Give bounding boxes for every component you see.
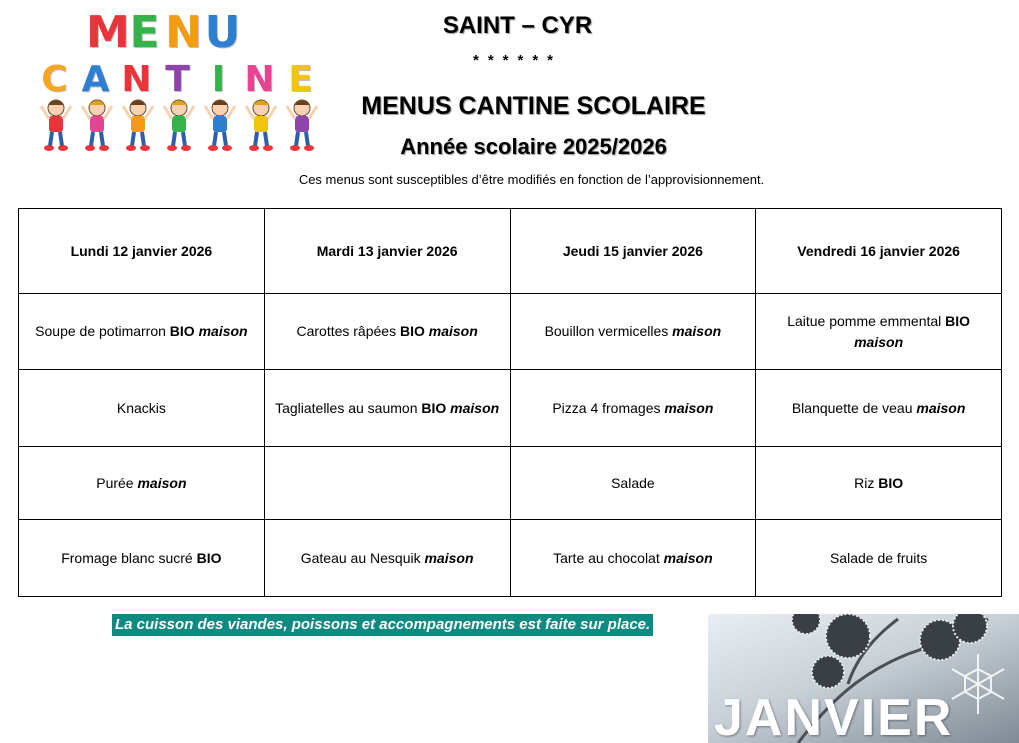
menu-cell [510, 520, 756, 597]
dish-name: Salade [611, 474, 655, 491]
cantine-letter: I [211, 59, 226, 100]
menu-cell [264, 294, 510, 370]
table-row [19, 370, 1002, 447]
maison-tag: maison [916, 399, 966, 416]
dish-name: Riz [854, 474, 879, 491]
bio-tag: BIO [169, 323, 195, 339]
bio-tag: BIO [945, 312, 971, 329]
menu-cell [510, 370, 756, 447]
cantine-letter: T [165, 59, 190, 100]
school-year: Année scolaire 2025/2026 [400, 134, 667, 159]
dish-name: Pizza 4 fromages [552, 399, 665, 416]
table-row [19, 520, 1002, 597]
table-row [19, 294, 1002, 370]
menu-cell [756, 370, 1002, 447]
table-row [19, 447, 1002, 520]
dish-name: Tagliatelles au saumon [275, 399, 422, 416]
bio-tag: BIO [878, 474, 904, 491]
menu-letter: E [129, 7, 160, 58]
cantine-letter: A [81, 59, 110, 100]
day-header: Jeudi 15 janvier 2026 [510, 209, 756, 294]
cantine-letter: E [288, 59, 313, 100]
dish-name: Knackis [116, 399, 166, 416]
menu-letter: N [165, 7, 202, 58]
dish-name: Gateau au Nesquik [300, 549, 425, 566]
dish-name: Soupe de potimarron [35, 323, 170, 339]
menu-cell [19, 520, 265, 597]
table-header-row [19, 209, 1002, 294]
dish-name: Laitue pomme emmental [787, 312, 946, 329]
january-label: JANVIER [714, 689, 954, 743]
stars-divider: ****** [472, 52, 563, 69]
maison-tag: maison [450, 399, 500, 416]
cantine-letter: C [41, 59, 68, 100]
maison-tag: maison [854, 333, 904, 350]
dish-name: Carottes râpées [296, 323, 400, 339]
site-name: SAINT – CYR [442, 12, 593, 39]
page-title: MENUS CANTINE SCOLAIRE [361, 92, 706, 120]
cantine-letter: N [244, 59, 275, 100]
menu-letter: M [86, 7, 130, 58]
menu-cell [264, 370, 510, 447]
maison-tag: maison [137, 474, 187, 491]
maison-tag: maison [424, 549, 474, 566]
menu-cell [264, 447, 510, 520]
menu-cell [19, 294, 265, 370]
dish-name: Tarte au chocolat [553, 549, 664, 566]
cooking-note: La cuisson des viandes, poissons et accompagnements est faite sur place. [112, 614, 653, 636]
menu-cell [19, 370, 265, 447]
menu-table [18, 208, 1002, 597]
maison-tag: maison [198, 323, 248, 339]
dish-name: Bouillon vermicelles [544, 323, 673, 339]
cantine-letter: N [121, 59, 152, 100]
disclaimer-text: Ces menus sont susceptibles d’être modifiés en fonction de l’approvisionnement. [298, 172, 765, 187]
dish-name: Blanquette de veau [791, 399, 917, 416]
bio-tag: BIO [196, 549, 222, 566]
bio-tag: BIO [421, 399, 447, 416]
menu-cell [756, 447, 1002, 520]
maison-tag: maison [428, 323, 478, 339]
dish-name: Purée [96, 474, 138, 491]
menu-cell [19, 447, 265, 520]
menu-cell [510, 447, 756, 520]
bio-tag: BIO [399, 323, 425, 339]
maison-tag: maison [664, 399, 714, 416]
menu-cell [756, 520, 1002, 597]
dish-name: Salade de fruits [829, 549, 928, 566]
day-header: Lundi 12 janvier 2026 [19, 209, 265, 294]
menu-cell [264, 520, 510, 597]
january-photo [708, 614, 1019, 743]
day-header: Vendredi 16 janvier 2026 [756, 209, 1002, 294]
maison-tag: maison [672, 323, 722, 339]
menu-letter: U [204, 7, 241, 58]
menu-cell [510, 294, 756, 370]
maison-tag: maison [663, 549, 713, 566]
day-header: Mardi 13 janvier 2026 [264, 209, 510, 294]
menu-cell [756, 294, 1002, 370]
dish-name: Fromage blanc sucré [61, 549, 197, 566]
